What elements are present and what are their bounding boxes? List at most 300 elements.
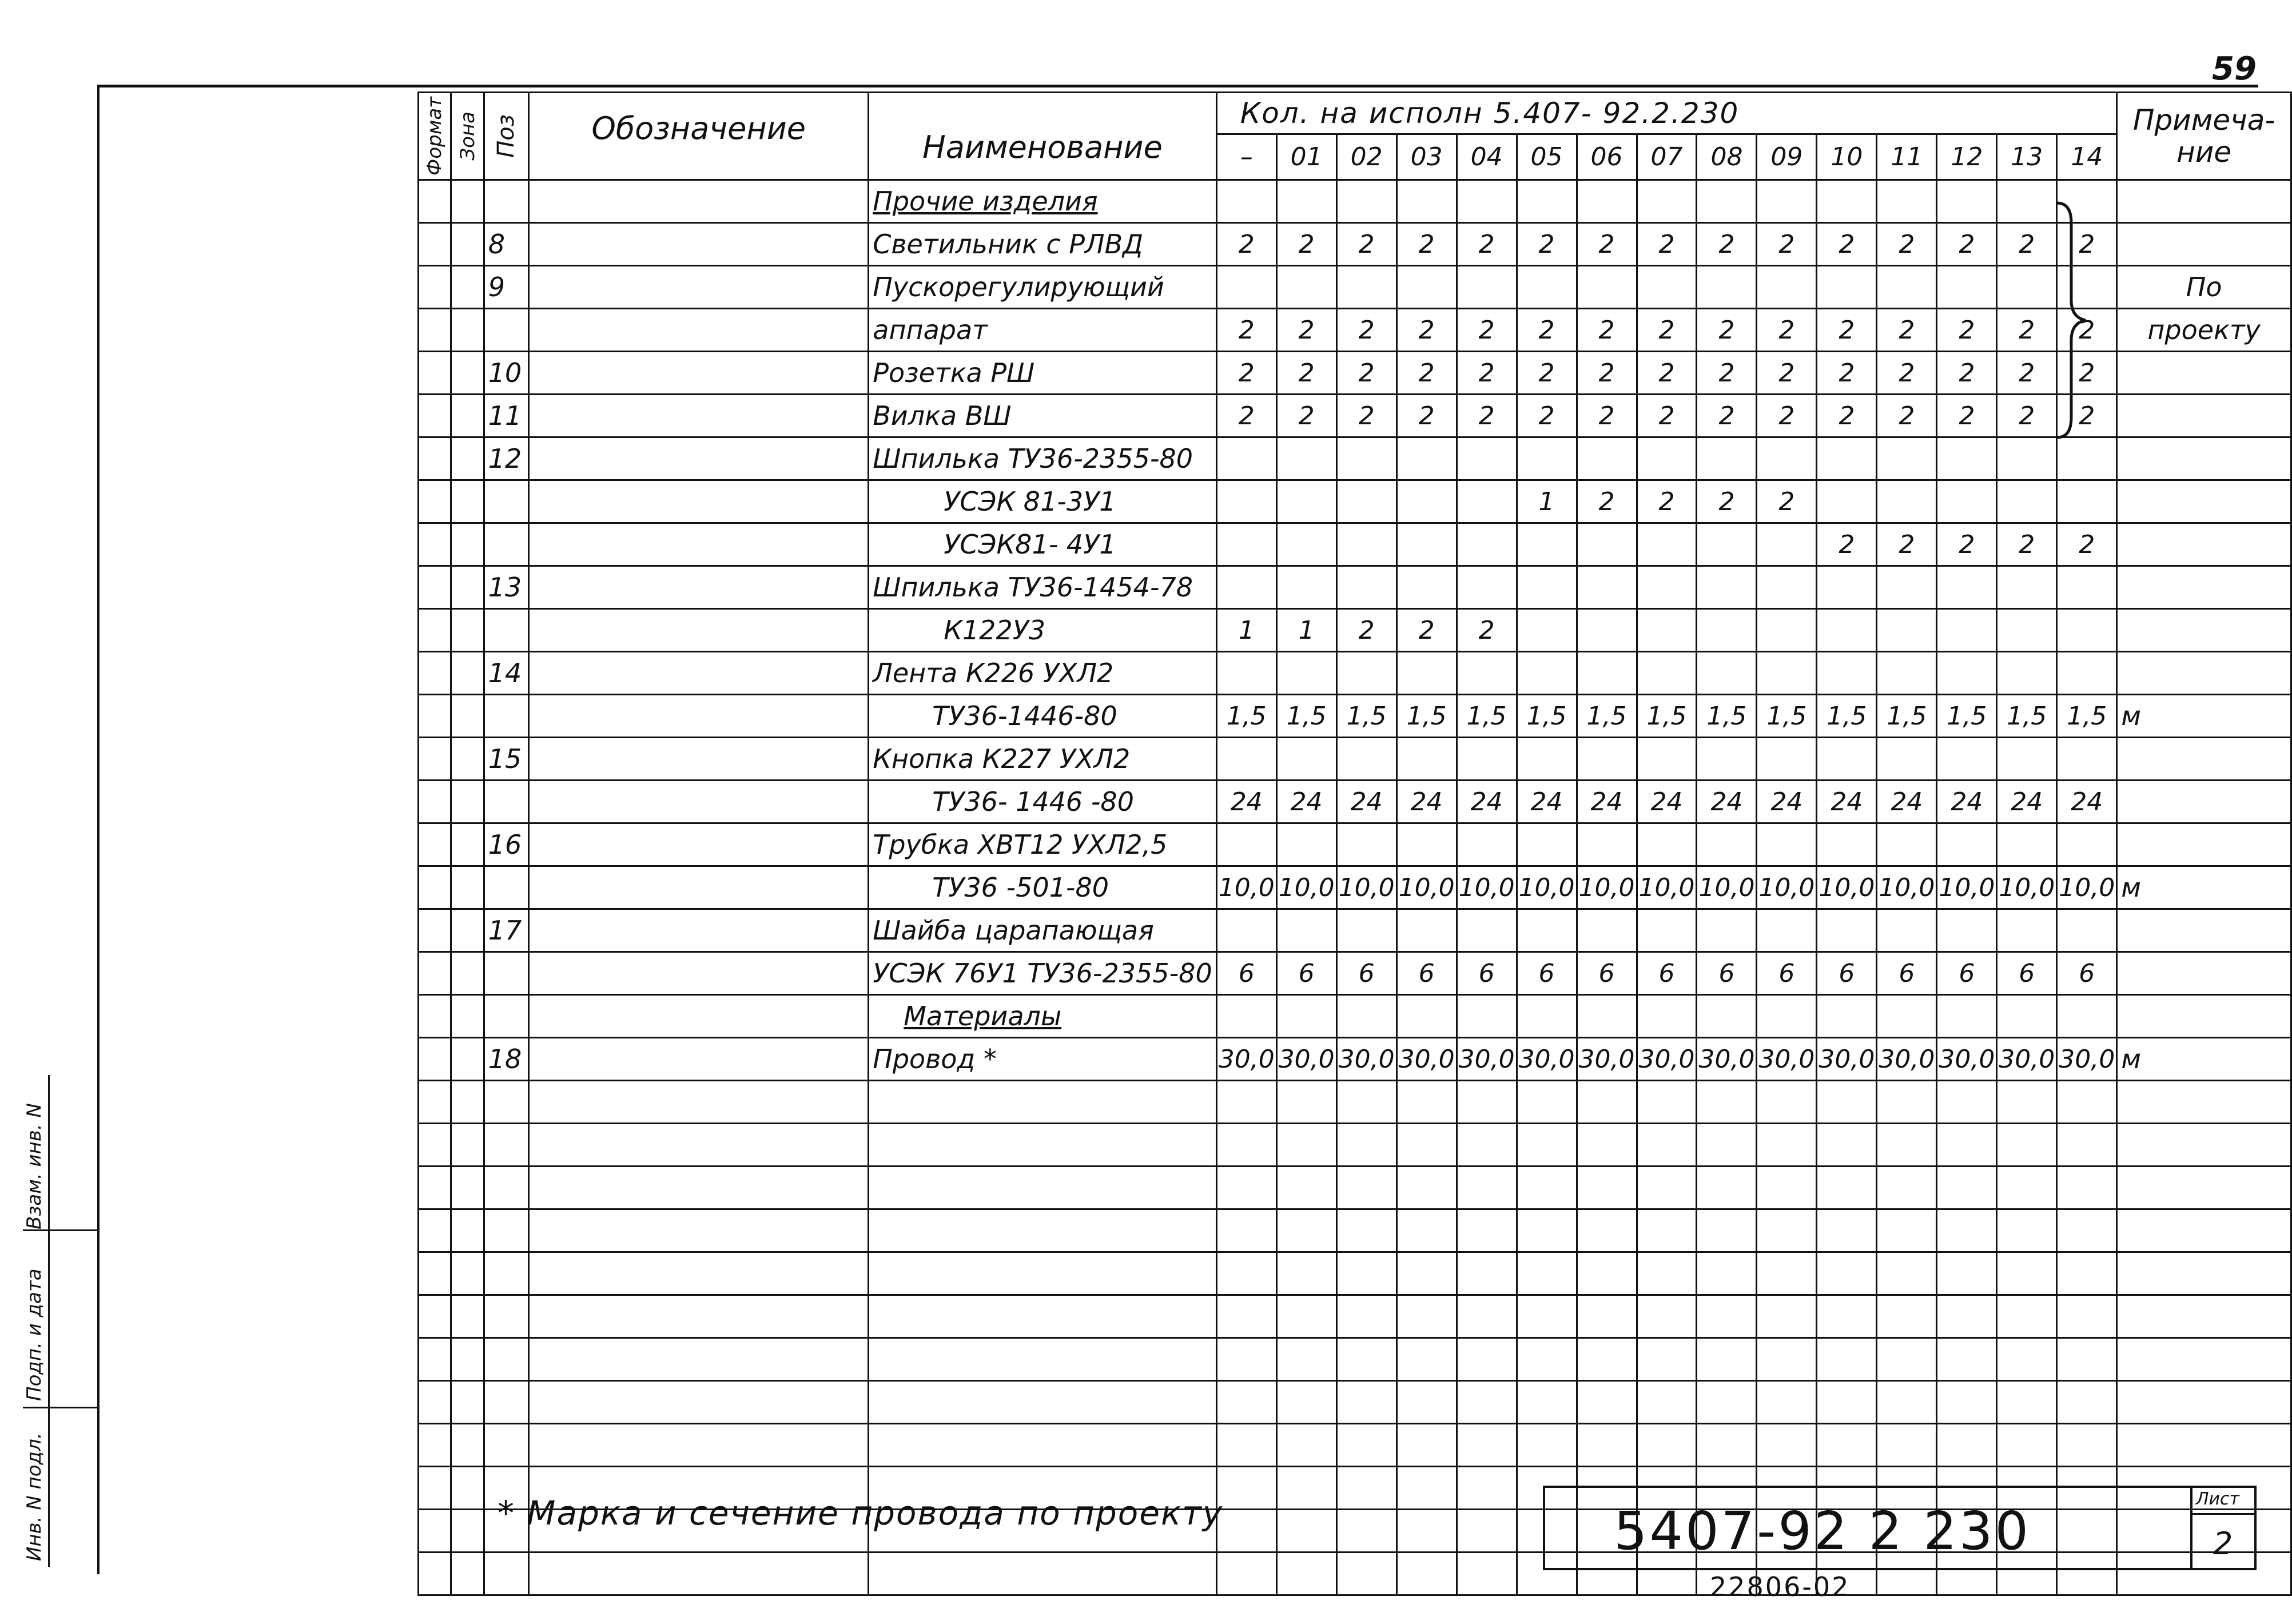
empty-cell xyxy=(1817,1124,1877,1167)
qty-cell xyxy=(1517,609,1577,652)
name-cell xyxy=(869,823,1216,866)
format-cell xyxy=(419,1038,451,1081)
empty-cell xyxy=(419,1252,451,1295)
note-cell xyxy=(2117,781,2291,823)
item-name: Шпилька ТУ36-2355-80 xyxy=(873,443,1193,474)
table-row xyxy=(419,695,2291,738)
variant-header-1: 01 xyxy=(1276,134,1336,180)
empty-cell xyxy=(1577,1338,1637,1381)
table-row xyxy=(419,909,2291,952)
qty-cell: 2 xyxy=(1697,395,1757,437)
zone-cell xyxy=(451,866,484,909)
empty-cell xyxy=(1276,1209,1336,1252)
empty-cell xyxy=(1396,1167,1457,1209)
name-cell xyxy=(869,523,1216,566)
qty-cell xyxy=(1697,652,1757,695)
qty-cell: 6 xyxy=(1637,952,1697,995)
pos-cell: 13 xyxy=(484,566,528,609)
empty-cell xyxy=(869,1167,1216,1209)
qty-cell xyxy=(1937,566,1997,609)
qty-cell: 2 xyxy=(1396,309,1457,352)
qty-cell xyxy=(1276,437,1336,480)
qty-cell xyxy=(1396,566,1457,609)
name-cell xyxy=(869,952,1216,995)
empty-cell xyxy=(869,1381,1216,1424)
pos-cell: 17 xyxy=(484,909,528,952)
designation-cell xyxy=(529,823,869,866)
designation-cell xyxy=(529,480,869,523)
qty-cell: 2 xyxy=(1877,223,1937,266)
qty-cell xyxy=(1276,909,1336,952)
note-cell xyxy=(2117,609,2291,652)
variant-header-2: 02 xyxy=(1336,134,1396,180)
qty-cell xyxy=(1637,566,1697,609)
empty-row xyxy=(419,1167,2291,1209)
empty-cell xyxy=(1216,1167,1276,1209)
qty-cell xyxy=(1336,266,1396,309)
qty-cell: 10,0 xyxy=(1517,866,1577,909)
qty-cell: 2 xyxy=(1216,395,1276,437)
qty-cell: 2 xyxy=(1817,223,1877,266)
qty-cell: 2 xyxy=(1877,523,1937,566)
qty-cell xyxy=(1997,738,2057,781)
qty-cell xyxy=(1396,523,1457,566)
qty-cell xyxy=(1877,609,1937,652)
header-designation: Обозначение xyxy=(529,93,869,180)
qty-cell xyxy=(1396,480,1457,523)
empty-cell xyxy=(1637,1295,1697,1338)
qty-cell: 2 xyxy=(1457,395,1517,437)
table-row xyxy=(419,480,2291,523)
empty-cell xyxy=(1457,1510,1517,1553)
empty-cell xyxy=(1697,1381,1757,1424)
qty-cell: 24 xyxy=(1697,781,1757,823)
qty-cell xyxy=(1336,652,1396,695)
qty-cell xyxy=(1336,909,1396,952)
empty-cell xyxy=(1276,1510,1336,1553)
header-note: Примеча-ние xyxy=(2117,93,2291,180)
zone-cell xyxy=(451,352,484,395)
qty-cell xyxy=(1697,180,1757,223)
empty-cell xyxy=(529,1124,869,1167)
empty-cell xyxy=(1877,1295,1937,1338)
qty-cell xyxy=(1637,437,1697,480)
pos-cell xyxy=(484,309,528,352)
qty-cell: 30,0 xyxy=(1216,1038,1276,1081)
qty-cell: 24 xyxy=(1396,781,1457,823)
note-cell: По xyxy=(2117,266,2291,309)
qty-cell: 30,0 xyxy=(1577,1038,1637,1081)
designation-cell xyxy=(529,652,869,695)
qty-cell: 10,0 xyxy=(1997,866,2057,909)
empty-cell xyxy=(1697,1124,1757,1167)
qty-cell xyxy=(1757,823,1817,866)
empty-cell xyxy=(1637,1081,1697,1124)
qty-cell xyxy=(1637,523,1697,566)
table-row xyxy=(419,352,2291,395)
qty-cell xyxy=(2057,480,2117,523)
empty-cell xyxy=(1757,1167,1817,1209)
header-pos: Поз xyxy=(484,93,528,180)
empty-cell xyxy=(1877,1209,1937,1252)
qty-cell: 24 xyxy=(1517,781,1577,823)
side-label-vzam: Взам. инв. N xyxy=(23,1103,46,1229)
designation-cell xyxy=(529,1038,869,1081)
zone-cell xyxy=(451,1038,484,1081)
qty-cell: 1 xyxy=(1517,480,1577,523)
qty-cell xyxy=(1937,609,1997,652)
empty-cell xyxy=(1336,1424,1396,1467)
qty-cell xyxy=(1817,566,1877,609)
table-row xyxy=(419,180,2291,223)
empty-cell xyxy=(1517,1381,1577,1424)
designation-cell xyxy=(529,866,869,909)
table-row xyxy=(419,266,2291,309)
qty-cell xyxy=(1336,995,1396,1038)
empty-cell xyxy=(1216,1295,1276,1338)
qty-cell xyxy=(1817,909,1877,952)
empty-cell xyxy=(1937,1252,1997,1295)
empty-cell xyxy=(1276,1252,1336,1295)
empty-cell xyxy=(1216,1209,1276,1252)
qty-cell xyxy=(1637,823,1697,866)
empty-cell xyxy=(1216,1381,1276,1424)
qty-cell xyxy=(1577,266,1637,309)
qty-cell: 2 xyxy=(2057,309,2117,352)
qty-cell xyxy=(1457,566,1517,609)
specification-table xyxy=(417,91,2292,1596)
empty-cell xyxy=(1697,1338,1757,1381)
qty-cell: 6 xyxy=(1877,952,1937,995)
empty-cell xyxy=(869,1424,1216,1467)
qty-cell xyxy=(1817,180,1877,223)
empty-cell xyxy=(1757,1338,1817,1381)
empty-cell xyxy=(1457,1295,1517,1338)
qty-cell: 24 xyxy=(1757,781,1817,823)
designation-cell xyxy=(529,781,869,823)
empty-cell xyxy=(419,1081,451,1124)
empty-cell xyxy=(1997,1124,2057,1167)
qty-cell xyxy=(1757,652,1817,695)
empty-cell xyxy=(2117,1167,2291,1209)
qty-cell xyxy=(2057,823,2117,866)
qty-cell: 24 xyxy=(1937,781,1997,823)
qty-cell xyxy=(1336,738,1396,781)
empty-cell xyxy=(1577,1209,1637,1252)
qty-cell: 6 xyxy=(1457,952,1517,995)
qty-cell: 2 xyxy=(1216,352,1276,395)
sheet-label: Лист xyxy=(2196,1489,2240,1509)
zone-cell xyxy=(451,523,484,566)
empty-cell xyxy=(1577,1081,1637,1124)
designation-cell xyxy=(529,952,869,995)
page-number: 59 xyxy=(2212,50,2257,87)
qty-cell: 1,5 xyxy=(1577,695,1637,738)
format-cell xyxy=(419,180,451,223)
designation-cell xyxy=(529,609,869,652)
zone-cell xyxy=(451,437,484,480)
qty-cell: 10,0 xyxy=(1877,866,1937,909)
qty-cell: 24 xyxy=(1877,781,1937,823)
qty-cell: 2 xyxy=(1577,309,1637,352)
empty-cell xyxy=(1937,1295,1997,1338)
qty-cell xyxy=(1877,566,1937,609)
qty-cell: 2 xyxy=(1396,395,1457,437)
empty-cell xyxy=(1817,1338,1877,1381)
designation-cell xyxy=(529,995,869,1038)
table-row xyxy=(419,437,2291,480)
empty-cell xyxy=(419,1424,451,1467)
qty-cell: 2 xyxy=(1757,309,1817,352)
empty-cell xyxy=(484,1424,528,1467)
qty-cell xyxy=(1757,180,1817,223)
empty-cell xyxy=(1336,1467,1396,1510)
qty-cell xyxy=(1396,652,1457,695)
empty-cell xyxy=(1757,1209,1817,1252)
table-row xyxy=(419,223,2291,266)
note-cell: проекту xyxy=(2117,309,2291,352)
designation-cell xyxy=(529,223,869,266)
qty-cell xyxy=(1577,995,1637,1038)
designation-cell xyxy=(529,566,869,609)
qty-cell xyxy=(1637,266,1697,309)
qty-cell xyxy=(1877,738,1937,781)
qty-cell xyxy=(1216,180,1276,223)
table-row xyxy=(419,566,2291,609)
item-name: Светильник с РЛВД xyxy=(873,229,1144,260)
empty-cell xyxy=(484,1295,528,1338)
format-cell xyxy=(419,909,451,952)
name-cell xyxy=(869,695,1216,738)
qty-cell xyxy=(1276,180,1336,223)
item-name: Провод * xyxy=(873,1044,997,1074)
qty-cell xyxy=(1637,909,1697,952)
pos-cell xyxy=(484,480,528,523)
empty-cell xyxy=(1817,1424,1877,1467)
pos-cell xyxy=(484,523,528,566)
empty-cell xyxy=(2117,1252,2291,1295)
empty-cell xyxy=(1457,1553,1517,1595)
empty-cell xyxy=(1336,1209,1396,1252)
empty-cell xyxy=(484,1252,528,1295)
empty-cell xyxy=(1877,1252,1937,1295)
qty-cell: 1 xyxy=(1276,609,1336,652)
empty-cell xyxy=(419,1510,451,1553)
format-cell xyxy=(419,609,451,652)
zone-cell xyxy=(451,823,484,866)
empty-cell xyxy=(529,1381,869,1424)
empty-cell xyxy=(451,1209,484,1252)
note-cell xyxy=(2117,952,2291,995)
qty-cell xyxy=(1276,266,1336,309)
variant-header-4: 04 xyxy=(1457,134,1517,180)
qty-cell: 1,5 xyxy=(1637,695,1697,738)
qty-cell xyxy=(1757,609,1817,652)
qty-cell xyxy=(1577,566,1637,609)
qty-cell: 2 xyxy=(1757,223,1817,266)
qty-cell xyxy=(1457,266,1517,309)
empty-cell xyxy=(1937,1081,1997,1124)
side-label-podp: Подп. и дата xyxy=(23,1268,46,1401)
qty-cell xyxy=(1637,609,1697,652)
qty-cell: 24 xyxy=(1577,781,1637,823)
qty-cell xyxy=(1697,909,1757,952)
qty-cell xyxy=(1216,738,1276,781)
name-cell xyxy=(869,1038,1216,1081)
empty-cell xyxy=(1937,1209,1997,1252)
table-row xyxy=(419,1038,2291,1081)
qty-cell: 30,0 xyxy=(1817,1038,1877,1081)
qty-cell xyxy=(1517,437,1577,480)
qty-cell xyxy=(1216,437,1276,480)
name-cell xyxy=(869,266,1216,309)
designation-cell xyxy=(529,909,869,952)
empty-cell xyxy=(869,1553,1216,1595)
empty-cell xyxy=(1336,1553,1396,1595)
variant-header-13: 13 xyxy=(1997,134,2057,180)
variant-header-3: 03 xyxy=(1396,134,1457,180)
zone-cell xyxy=(451,952,484,995)
qty-cell xyxy=(1517,566,1577,609)
note-cell xyxy=(2117,223,2291,266)
empty-cell xyxy=(419,1167,451,1209)
qty-cell xyxy=(1457,652,1517,695)
qty-cell: 30,0 xyxy=(1637,1038,1697,1081)
variant-header-10: 10 xyxy=(1817,134,1877,180)
table-row xyxy=(419,781,2291,823)
brace-icon xyxy=(2054,200,2088,440)
qty-cell: 2 xyxy=(1396,223,1457,266)
qty-cell xyxy=(1637,180,1697,223)
empty-cell xyxy=(869,1338,1216,1381)
qty-cell: 10,0 xyxy=(2057,866,2117,909)
qty-cell xyxy=(1817,823,1877,866)
empty-cell xyxy=(419,1338,451,1381)
qty-cell xyxy=(1877,823,1937,866)
pos-cell xyxy=(484,781,528,823)
empty-cell xyxy=(1517,1124,1577,1167)
qty-cell xyxy=(1817,995,1877,1038)
name-cell xyxy=(869,395,1216,437)
empty-row xyxy=(419,1209,2291,1252)
empty-cell xyxy=(1396,1381,1457,1424)
qty-cell: 2 xyxy=(1577,480,1637,523)
name-cell xyxy=(869,223,1216,266)
zone-cell xyxy=(451,566,484,609)
qty-cell xyxy=(2057,909,2117,952)
empty-cell xyxy=(1757,1081,1817,1124)
qty-cell xyxy=(1937,266,1997,309)
variant-header-14: 14 xyxy=(2057,134,2117,180)
empty-cell xyxy=(1577,1124,1637,1167)
designation-cell xyxy=(529,180,869,223)
qty-cell xyxy=(1877,652,1937,695)
item-name: Пускорегулирующий xyxy=(873,272,1164,302)
name-cell xyxy=(869,781,1216,823)
qty-cell xyxy=(1697,823,1757,866)
empty-cell xyxy=(1637,1338,1697,1381)
format-cell xyxy=(419,266,451,309)
qty-cell xyxy=(2057,566,2117,609)
qty-cell: 10,0 xyxy=(1757,866,1817,909)
empty-cell xyxy=(419,1381,451,1424)
empty-cell xyxy=(1216,1338,1276,1381)
qty-cell xyxy=(1697,738,1757,781)
qty-cell: 30,0 xyxy=(1457,1038,1517,1081)
empty-cell xyxy=(1216,1510,1276,1553)
qty-cell: 2 xyxy=(1517,309,1577,352)
format-cell xyxy=(419,952,451,995)
zone-cell xyxy=(451,223,484,266)
variant-header-12: 12 xyxy=(1937,134,1997,180)
empty-cell xyxy=(2057,1167,2117,1209)
qty-cell: 6 xyxy=(1396,952,1457,995)
empty-cell xyxy=(2057,1252,2117,1295)
qty-cell xyxy=(1997,480,2057,523)
variant-header-9: 09 xyxy=(1757,134,1817,180)
zone-cell xyxy=(451,395,484,437)
name-cell xyxy=(869,480,1216,523)
qty-cell xyxy=(1937,909,1997,952)
zone-cell xyxy=(451,480,484,523)
empty-cell xyxy=(1877,1338,1937,1381)
empty-cell xyxy=(1216,1553,1276,1595)
qty-cell: 2 xyxy=(1517,352,1577,395)
header-qty-title: Кол. на исполн 5.407- 92.2.230 xyxy=(1216,93,2117,134)
item-name: Шайба царапающая xyxy=(873,915,1154,946)
qty-cell: 10,0 xyxy=(1697,866,1757,909)
empty-cell xyxy=(484,1124,528,1167)
empty-row xyxy=(419,1295,2291,1338)
empty-cell xyxy=(529,1295,869,1338)
qty-cell xyxy=(1877,995,1937,1038)
empty-cell xyxy=(1757,1424,1817,1467)
format-cell xyxy=(419,652,451,695)
empty-cell xyxy=(2117,1295,2291,1338)
empty-cell xyxy=(869,1252,1216,1295)
qty-cell: 2 xyxy=(1216,309,1276,352)
designation-cell xyxy=(529,523,869,566)
empty-cell xyxy=(1817,1252,1877,1295)
qty-cell xyxy=(1577,738,1637,781)
qty-cell xyxy=(1577,523,1637,566)
note-cell xyxy=(2117,437,2291,480)
empty-cell xyxy=(1517,1424,1577,1467)
qty-cell xyxy=(1937,738,1997,781)
empty-cell xyxy=(1637,1167,1697,1209)
empty-cell xyxy=(1396,1295,1457,1338)
qty-cell: 2 xyxy=(1697,309,1757,352)
table-row xyxy=(419,309,2291,352)
qty-cell: 2 xyxy=(1396,609,1457,652)
empty-cell xyxy=(1997,1081,2057,1124)
qty-cell: 6 xyxy=(1276,952,1336,995)
pos-cell xyxy=(484,866,528,909)
note-cell xyxy=(2117,909,2291,952)
qty-cell: 2 xyxy=(1276,309,1336,352)
empty-cell xyxy=(1577,1424,1637,1467)
qty-cell xyxy=(1577,652,1637,695)
empty-cell xyxy=(1577,1167,1637,1209)
empty-cell xyxy=(529,1167,869,1209)
empty-cell xyxy=(1937,1167,1997,1209)
empty-cell xyxy=(529,1252,869,1295)
format-cell xyxy=(419,352,451,395)
empty-cell xyxy=(1276,1124,1336,1167)
note-cell: м xyxy=(2117,866,2291,909)
empty-cell xyxy=(1997,1209,2057,1252)
document-code: 5407-92 2 230 xyxy=(1614,1500,2031,1562)
